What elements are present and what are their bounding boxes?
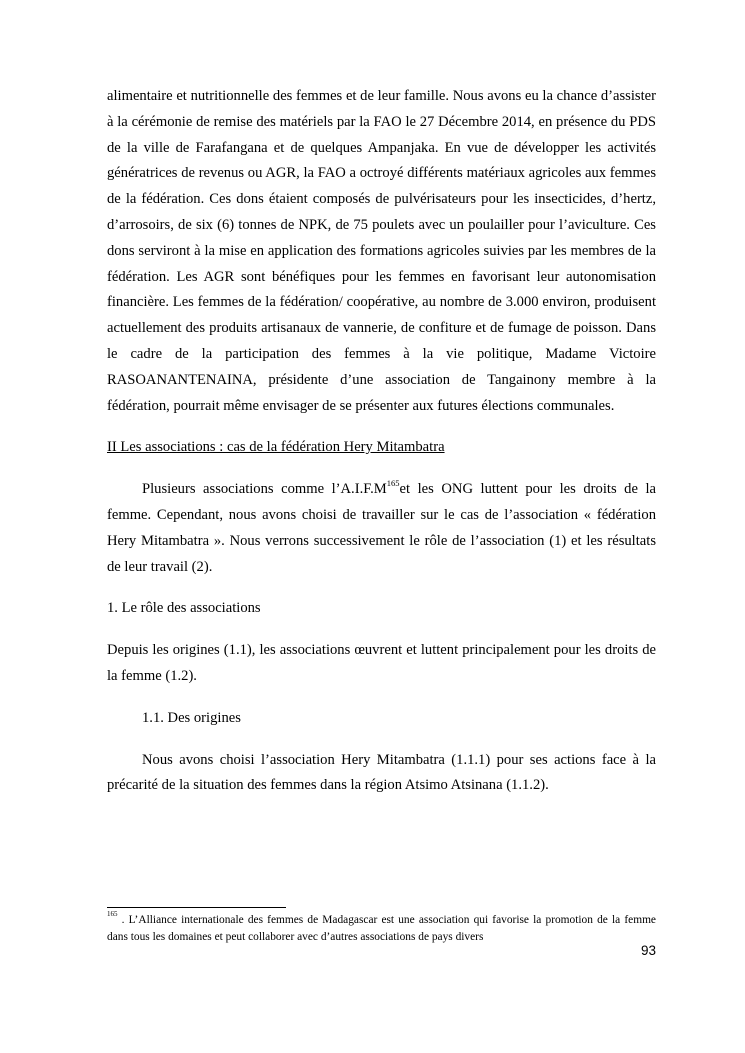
page-number: 93 (640, 943, 656, 958)
paragraph-origins-summary: Depuis les origines (1.1), les associations œuvrent et luttent principalement pour les droits de la femme (1.2). (107, 642, 656, 684)
paragraph-agr-donations: alimentaire et nutritionnelle des femmes et de leur famille. Nous avons eu la chance d’assister à la cérémonie de remise des matériels par la FAO le 27 Décembre 2014, en présence du PDS de la ville de Farafangana et de quelques Ampanjaka. En vue de développer les activités génératrices de revenus ou AGR, la FAO a octroyé différents matériaux agricoles aux femmes de la fédération. Ces dons étaient composés de pulvérisateurs pour les insecticides, d’hertz, d’arrosoirs, de six (6) tonnes de NPK, de 75 poulets avec un poulailler pour l’aviculture. Ces dons serviront à la mise en application des formations agricoles suivies par les membres de la fédération. Les AGR sont bénéfiques pour les femmes en favorisant leur autonomisation financière. Les femmes de la fédération/ coopérative, au nombre de 3.000 environ, produisent actuellement des produits artisanaux de vannerie, de confiture et de fumage de poisson. Dans le cadre de la participation des femmes à la vie politique, Madame Victoire RASOANANTENAINA, présidente d’une association de Tangainony membre à la fédération, pourrait même envisager de se présenter aux futures élections communales. (107, 88, 656, 414)
heading-origins: 1.1. Des origines (142, 709, 241, 726)
heading-role-of-associations: 1. Le rôle des associations (107, 600, 261, 617)
paragraph-text-before-ref: Plusieurs associations comme l’A.I.F.M (142, 481, 387, 498)
page-body (107, 84, 656, 799)
paragraph-associations-intro (107, 477, 656, 580)
section-heading: II Les associations : cas de la fédération Hery Mitambatra (107, 439, 445, 456)
paragraph-hery-mitambatra: Nous avons choisi l’association Hery Mitambatra (1.1.1) pour ses actions face à la précarité de la situation des femmes dans la région Atsimo Atsinana (1.1.2). (107, 751, 656, 794)
footnote-number: 165 (107, 910, 118, 919)
footnote-separator (107, 907, 286, 908)
footnote-text: . L’Alliance internationale des femmes de Madagascar est une association qui favorise la promotion de la femme dans tous les domaines et peut collaborer avec d’autres associations de pays divers (107, 914, 656, 943)
paragraph-text-after-ref: et les ONG luttent pour les droits de la femme. Cependant, nous avons choisi de travailler sur le cas de l’association « fédération Hery Mitambatra ». Nous verrons successivement le rôle de l’association (1) et les résultats de leur travail (2). (107, 481, 656, 575)
footnote (107, 912, 656, 946)
footnote-reference[interactable]: 165 (386, 478, 400, 489)
